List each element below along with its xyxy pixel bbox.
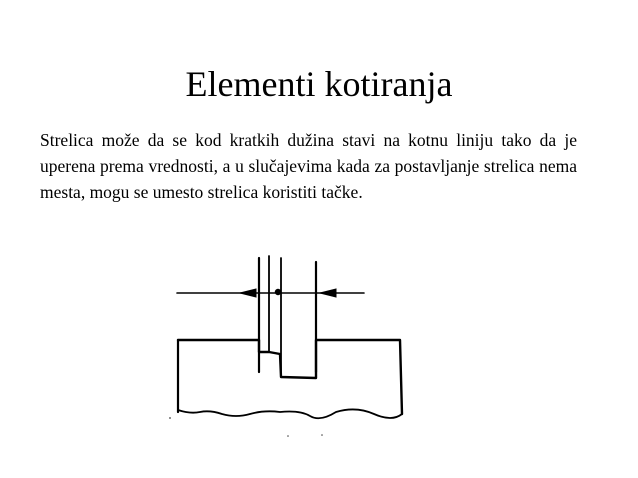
speck-2 xyxy=(321,434,323,436)
speck-3 xyxy=(287,435,289,437)
dimension-dot xyxy=(275,289,281,295)
break-line xyxy=(178,409,402,418)
slide-body-text: Strelica može da se kod kratkih dužina stavi na kotnu liniju tako da je uperena prema vrednosti, a u slučajevima kada za postavljanje strelica nema mesta, mogu se umesto strelica koristiti tačke. xyxy=(40,130,577,202)
speck-1 xyxy=(169,417,171,419)
arrowhead-right xyxy=(320,289,336,297)
arrowhead-left xyxy=(240,289,256,297)
part-outline xyxy=(178,340,402,414)
dimensioning-drawing xyxy=(160,252,420,442)
slide-title: Elementi kotiranja xyxy=(185,64,453,104)
